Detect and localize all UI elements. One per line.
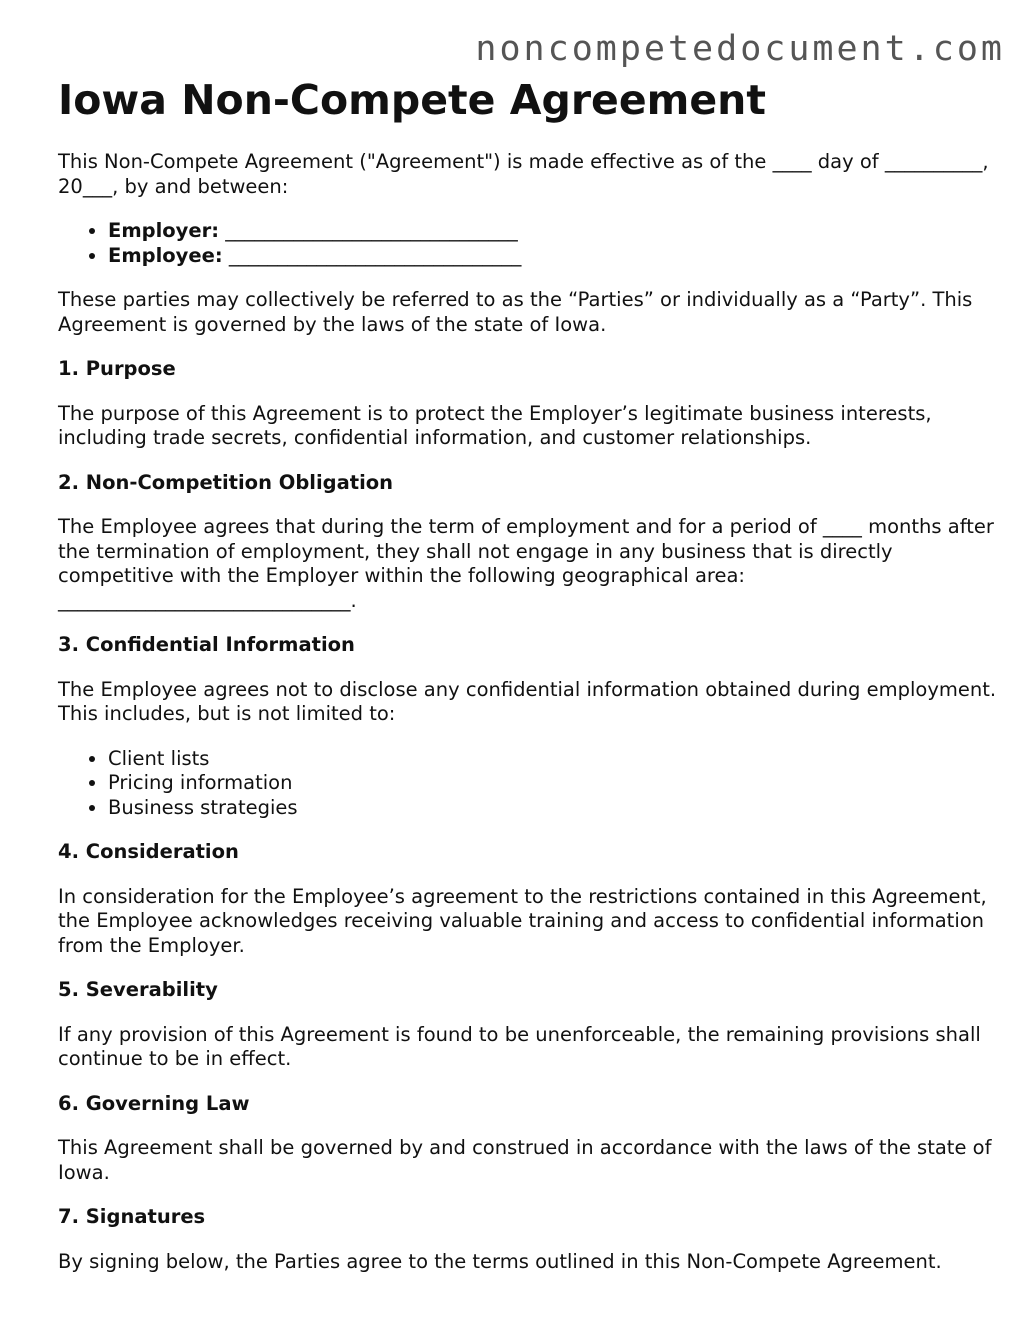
party-blank: ______________________________ — [228, 243, 522, 267]
party-blank: ______________________________ — [225, 219, 518, 242]
parties-note: These parties may collectively be referred to as the “Parties” or individually as a “Party”. This Agreement is governed by the laws of the state of Iowa. — [58, 288, 973, 336]
party-label: Employee: — [108, 243, 223, 267]
section-body-non-competition: The Employee agrees that during the term of employment and for a period of ____ months after the termination of employment, they shall not engage in any business that is directly competitive with the Employer within the following geographical area: ______________________________. — [58, 515, 994, 612]
party-employee — [108, 244, 998, 269]
party-label: Employer: — [108, 219, 220, 242]
confidential-items-list — [58, 747, 998, 821]
section-body-consideration: In consideration for the Employee’s agreement to the restrictions contained in this Agreement, the Employee acknowledges receiving valuable training and access to confidential information from the Employer. — [58, 884, 987, 957]
section-heading-confidential: 3. Confidential Information — [58, 633, 355, 656]
section-body-severability: If any provision of this Agreement is found to be unenforceable, the remaining provisions shall continue to be in effect. — [58, 1022, 981, 1070]
section-heading-non-competition: 2. Non-Competition Obligation — [58, 470, 394, 494]
section-heading-consideration: 4. Consideration — [58, 840, 239, 863]
list-item: • Business strategies — [108, 796, 998, 821]
section-heading-purpose: 1. Purpose — [58, 357, 176, 380]
intro-paragraph: This Non-Compete Agreement ("Agreement") is made effective as of the ____ day of __________, 20___, by and between: — [58, 150, 989, 198]
party-employer — [108, 219, 998, 244]
parties-list — [58, 219, 998, 268]
document-title: Iowa Non-Compete Agreement — [58, 76, 766, 124]
section-body-signatures: By signing below, the Parties agree to the terms outlined in this Non-Compete Agreement. — [58, 1249, 942, 1273]
section-body-governing-law: This Agreement shall be governed by and construed in accordance with the laws of the state of Iowa. — [58, 1136, 992, 1184]
section-heading-severability: 5. Severability — [58, 978, 218, 1001]
section-body-purpose: The purpose of this Agreement is to protect the Employer’s legitimate business interests, including trade secrets, confidential information, and customer relationships. — [58, 401, 932, 449]
list-item: • Pricing information — [108, 771, 998, 796]
section-heading-governing-law: 6. Governing Law — [58, 1091, 250, 1115]
agreement-document — [58, 76, 998, 1294]
section-body-confidential: The Employee agrees not to disclose any confidential information obtained during employment. This includes, but is not limited to: — [58, 677, 997, 725]
site-watermark: noncompetedocument.com — [475, 29, 1005, 69]
list-item: • Client lists — [108, 747, 998, 772]
section-heading-signatures: 7. Signatures — [58, 1205, 206, 1228]
